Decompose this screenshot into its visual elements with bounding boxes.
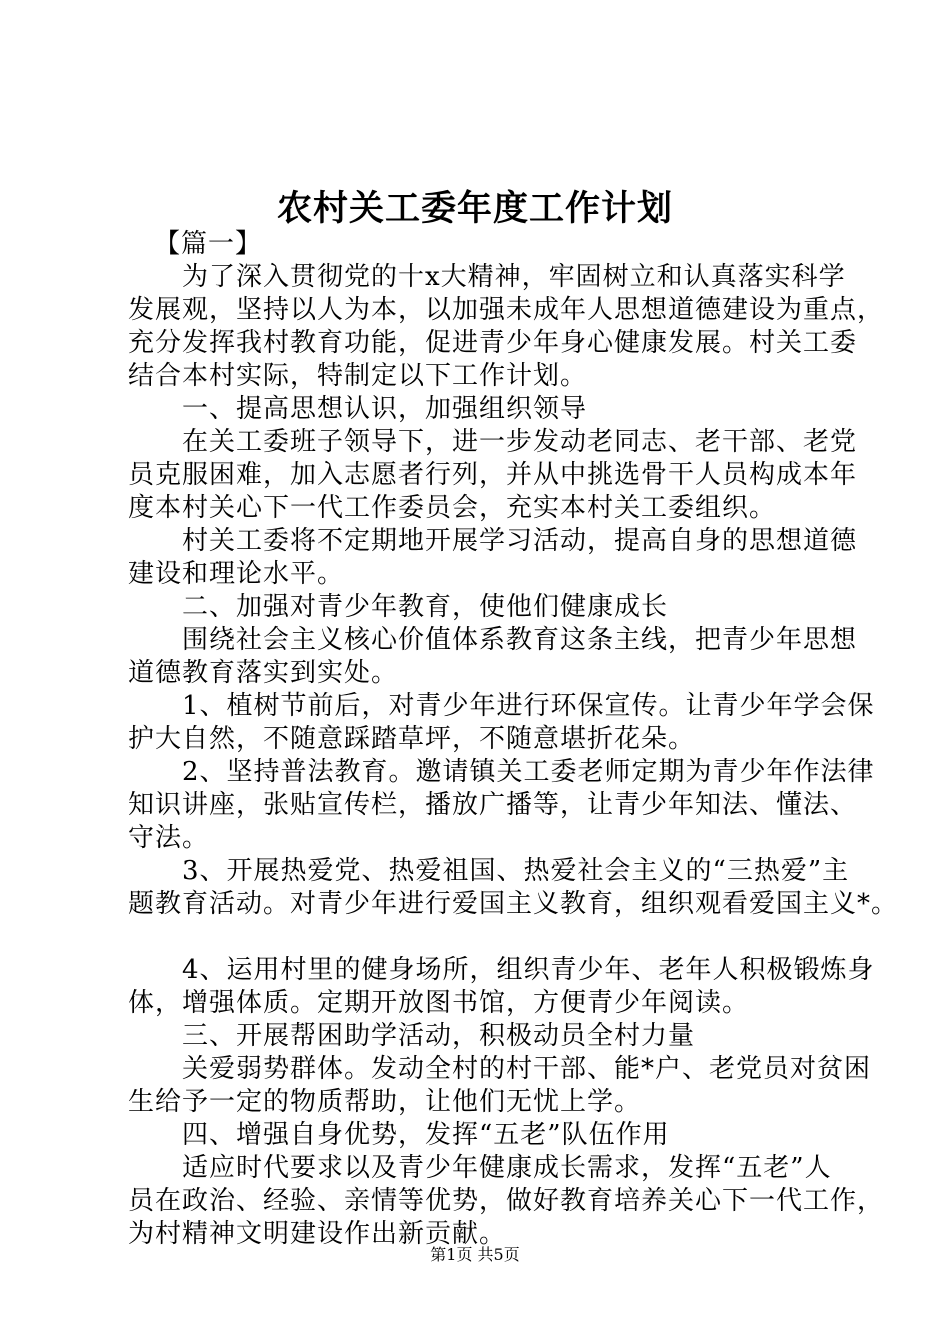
paragraph-line: 结合本村实际，特制定以下工作计划。 <box>128 361 588 391</box>
paragraph-line: 4、运用村里的健身场所，组织青少年、老年人积极锻炼身 <box>182 955 875 985</box>
paragraph-line: 3、开展热爱党、热爱祖国、热爱社会主义的“三热爱”主 <box>182 856 850 886</box>
paragraph-line: 道德教育落实到实处。 <box>128 658 399 688</box>
paragraph-line: 建设和理论水平。 <box>128 559 345 589</box>
paragraph-line: 1、植树节前后，对青少年进行环保宣传。让青少年学会保 <box>182 691 875 721</box>
paragraph-line: 四、增强自身优势，发挥“五老”队伍作用 <box>182 1120 670 1150</box>
paragraph-line: 生给予一定的物质帮助，让他们无忧上学。 <box>128 1087 642 1117</box>
paragraph-line: 为了深入贯彻党的十x大精神，牢固树立和认真落实科学 <box>182 262 846 292</box>
paragraph-line: 一、提高思想认识，加强组织领导 <box>182 394 588 424</box>
paragraph-line: 题教育活动。对青少年进行爱国主义教育，组织观看爱国主义*。 <box>128 889 899 919</box>
paragraph-line: 村关工委将不定期地开展学习活动，提高自身的思想道德 <box>182 526 858 556</box>
document-title: 农村关工委年度工作计划 <box>276 188 673 229</box>
paragraph-line: 护大自然，不随意踩踏草坪，不随意堪折花朵。 <box>128 724 696 754</box>
paragraph-line: 员在政治、经验、亲情等优势，做好教育培养关心下一代工作， <box>128 1186 885 1216</box>
paragraph-line: 在关工委班子领导下，进一步发动老同志、老干部、老党 <box>182 427 858 457</box>
paragraph-line: 【篇一】 <box>154 229 263 259</box>
paragraph-line: 充分发挥我村教育功能，促进青少年身心健康发展。村关工委 <box>128 328 858 358</box>
paragraph-line: 守法。 <box>128 823 210 853</box>
paragraph-line: 为村精神文明建设作出新贡献。 <box>128 1219 507 1249</box>
paragraph-line: 三、开展帮困助学活动，积极动员全村力量 <box>182 1021 696 1051</box>
paragraph-line: 二、加强对青少年教育，使他们健康成长 <box>182 592 669 622</box>
paragraph-line: 员克服困难，加入志愿者行列，并从中挑选骨干人员构成本年 <box>128 460 858 490</box>
paragraph-line: 适应时代要求以及青少年健康成长需求，发挥“五老”人 <box>182 1153 832 1183</box>
paragraph-line: 发展观，坚持以人为本，以加强未成年人思想道德建设为重点， <box>128 295 885 325</box>
paragraph-line: 围绕社会主义核心价值体系教育这条主线，把青少年思想 <box>182 625 858 655</box>
paragraph-line <box>128 921 848 954</box>
paragraph-line: 度本村关心下一代工作委员会，充实本村关工委组织。 <box>128 493 777 523</box>
paragraph-line: 2、坚持普法教育。邀请镇关工委老师定期为青少年作法律 <box>182 757 875 787</box>
paragraph-line: 关爱弱势群体。发动全村的村干部、能*户、老党员对贫困 <box>182 1054 872 1084</box>
paragraph-line: 知识讲座，张贴宣传栏，播放广播等，让青少年知法、懂法、 <box>128 790 858 820</box>
paragraph-line: 体，增强体质。定期开放图书馆，方便青少年阅读。 <box>128 988 750 1018</box>
page-footer: 第1页 共5页 <box>430 1245 520 1264</box>
document-body <box>128 228 899 1251</box>
